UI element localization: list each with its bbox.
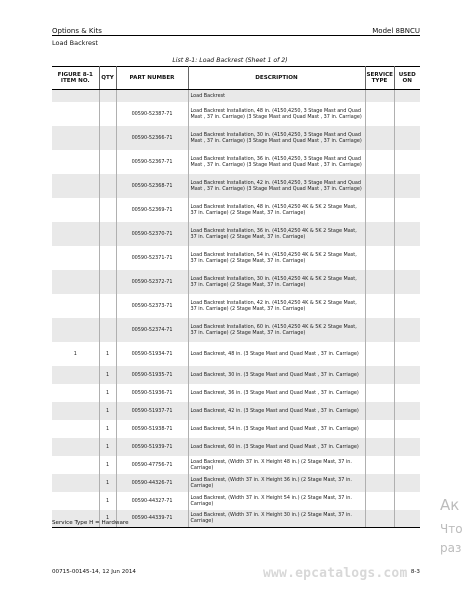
table-row bbox=[52, 222, 420, 246]
service-type-cell bbox=[365, 246, 394, 270]
table-row bbox=[52, 102, 420, 126]
col-figure-item: FIGURE 8-1 ITEM NO. bbox=[52, 67, 99, 90]
table-row bbox=[52, 492, 420, 510]
part-number-cell: 00590-52370-71 bbox=[116, 222, 188, 246]
part-number-cell: 00590-52374-71 bbox=[116, 318, 188, 342]
qty-cell: 1 bbox=[99, 456, 116, 474]
table-row bbox=[52, 174, 420, 198]
item-number-cell bbox=[52, 474, 99, 492]
part-number-cell: 00590-52373-71 bbox=[116, 294, 188, 318]
part-number-cell: 00590-44327-71 bbox=[116, 492, 188, 510]
description-cell: Load Backrest, 60 in. (3 Stage Mast and Quad Mast , 37 in. Carriage) bbox=[188, 438, 365, 456]
used-on-cell bbox=[394, 150, 420, 174]
service-type-cell bbox=[365, 150, 394, 174]
table-row bbox=[52, 270, 420, 294]
used-on-cell bbox=[394, 456, 420, 474]
description-cell: Load Backrest, 42 in. (3 Stage Mast and Quad Mast , 37 in. Carriage) bbox=[188, 402, 365, 420]
qty-cell: 1 bbox=[99, 384, 116, 402]
item-number-cell bbox=[52, 402, 99, 420]
qty-cell bbox=[99, 246, 116, 270]
parts-table-body bbox=[52, 90, 420, 528]
service-type-cell bbox=[365, 270, 394, 294]
part-number-cell: 00590-52372-71 bbox=[116, 270, 188, 294]
part-number-cell: 00590-52369-71 bbox=[116, 198, 188, 222]
document-id: 00715-00145-14, 12 Jun 2014 bbox=[52, 569, 136, 575]
qty-cell bbox=[99, 222, 116, 246]
part-number-cell: 00590-51934-71 bbox=[116, 342, 188, 366]
table-row bbox=[52, 474, 420, 492]
description-cell: Load Backrest, (Width 37 in. X Height 54 in.) (2 Stage Mast, 37 in. Carriage) bbox=[188, 492, 365, 510]
part-number-cell: 00590-51938-71 bbox=[116, 420, 188, 438]
item-number-cell bbox=[52, 270, 99, 294]
item-number-cell bbox=[52, 438, 99, 456]
service-type-cell bbox=[365, 366, 394, 384]
watermark-url: www.epcatalogs.com bbox=[263, 566, 408, 581]
description-cell: Load Backrest, 48 in. (3 Stage Mast and Quad Mast , 37 in. Carriage) bbox=[188, 342, 365, 366]
description-cell: Load Backrest Installation, 42 in. (4150,4250 4K & 5K 2 Stage Mast, 37 in. Carriage) (2 Stage Mast, 37 in. Carriage) bbox=[188, 294, 365, 318]
item-number-cell bbox=[52, 384, 99, 402]
description-cell: Load Backrest Installation, 54 in. (4150,4250 4K & 5K 2 Stage Mast, 37 in. Carriage) (2 Stage Mast, 37 in. Carriage) bbox=[188, 246, 365, 270]
qty-cell bbox=[99, 270, 116, 294]
used-on-cell bbox=[394, 342, 420, 366]
service-type-cell bbox=[365, 456, 394, 474]
parts-table bbox=[52, 66, 420, 528]
qty-cell: 1 bbox=[99, 402, 116, 420]
service-type-cell bbox=[365, 384, 394, 402]
description-cell: Load Backrest, (Width 37 in. X Height 36 in.) (2 Stage Mast, 37 in. Carriage) bbox=[188, 474, 365, 492]
qty-cell bbox=[99, 126, 116, 150]
watermark-side-text: Что bbox=[440, 522, 463, 536]
service-type-cell bbox=[365, 474, 394, 492]
used-on-cell bbox=[394, 294, 420, 318]
service-type-cell bbox=[365, 126, 394, 150]
service-type-cell bbox=[365, 438, 394, 456]
service-type-cell bbox=[365, 174, 394, 198]
table-row bbox=[52, 150, 420, 174]
description-cell: Load Backrest Installation, 48 in. (4150,4250 4K & 5K 2 Stage Mast, 37 in. Carriage) (2 Stage Mast, 37 in. Carriage) bbox=[188, 198, 365, 222]
col-service-type: SERVICE TYPE bbox=[365, 67, 394, 90]
qty-cell: 1 bbox=[99, 438, 116, 456]
table-row bbox=[52, 402, 420, 420]
service-type-cell bbox=[365, 222, 394, 246]
part-number-cell: 00590-52366-71 bbox=[116, 126, 188, 150]
table-row bbox=[52, 420, 420, 438]
service-type-cell bbox=[365, 510, 394, 528]
table-row bbox=[52, 456, 420, 474]
description-cell: Load Backrest Installation, 30 in. (4150,4250 4K & 5K 2 Stage Mast, 37 in. Carriage) (2 Stage Mast, 37 in. Carriage) bbox=[188, 270, 365, 294]
item-number-cell: 1 bbox=[52, 342, 99, 366]
qty-cell bbox=[99, 198, 116, 222]
qty-cell bbox=[99, 90, 116, 102]
qty-cell bbox=[99, 150, 116, 174]
part-number-cell bbox=[116, 90, 188, 102]
part-number-cell: 00590-51937-71 bbox=[116, 402, 188, 420]
part-number-cell: 00590-51936-71 bbox=[116, 384, 188, 402]
used-on-cell bbox=[394, 402, 420, 420]
item-number-cell bbox=[52, 492, 99, 510]
item-number-cell bbox=[52, 174, 99, 198]
section-title: Options & Kits bbox=[52, 27, 102, 35]
table-row bbox=[52, 294, 420, 318]
part-number-cell: 00590-44339-71 bbox=[116, 510, 188, 528]
description-cell: Load Backrest, (Width 37 in. X Height 48 in.) (2 Stage Mast, 37 in. Carriage) bbox=[188, 456, 365, 474]
used-on-cell bbox=[394, 510, 420, 528]
part-number-cell: 00590-47756-71 bbox=[116, 456, 188, 474]
used-on-cell bbox=[394, 384, 420, 402]
used-on-cell bbox=[394, 366, 420, 384]
used-on-cell bbox=[394, 198, 420, 222]
service-type-cell bbox=[365, 294, 394, 318]
qty-cell bbox=[99, 318, 116, 342]
description-cell: Load Backrest, 30 in. (3 Stage Mast and Quad Mast , 37 in. Carriage) bbox=[188, 366, 365, 384]
table-row bbox=[52, 384, 420, 402]
qty-cell: 1 bbox=[99, 366, 116, 384]
part-number-cell: 00590-52371-71 bbox=[116, 246, 188, 270]
qty-cell: 1 bbox=[99, 420, 116, 438]
description-cell: Load Backrest, 36 in. (3 Stage Mast and Quad Mast , 37 in. Carriage) bbox=[188, 384, 365, 402]
description-cell: Load Backrest Installation, 60 in. (4150,4250 4K & 5K 2 Stage Mast, 37 in. Carriage) (2 Stage Mast, 37 in. Carriage) bbox=[188, 318, 365, 342]
description-cell: Load Backrest, 54 in. (3 Stage Mast and Quad Mast , 37 in. Carriage) bbox=[188, 420, 365, 438]
item-number-cell bbox=[52, 102, 99, 126]
item-number-cell bbox=[52, 420, 99, 438]
col-description: DESCRIPTION bbox=[188, 67, 365, 90]
table-row bbox=[52, 342, 420, 366]
watermark-side-text: раз bbox=[440, 541, 462, 555]
item-number-cell bbox=[52, 222, 99, 246]
col-qty: QTY bbox=[99, 67, 116, 90]
used-on-cell bbox=[394, 318, 420, 342]
item-number-cell bbox=[52, 198, 99, 222]
service-type-cell bbox=[365, 402, 394, 420]
item-number-cell bbox=[52, 318, 99, 342]
table-row bbox=[52, 198, 420, 222]
item-number-cell bbox=[52, 246, 99, 270]
table-row bbox=[52, 126, 420, 150]
item-number-cell bbox=[52, 294, 99, 318]
qty-cell bbox=[99, 174, 116, 198]
used-on-cell bbox=[394, 420, 420, 438]
service-type-cell bbox=[365, 492, 394, 510]
subsection-title: Load Backrest bbox=[52, 39, 98, 47]
qty-cell: 1 bbox=[99, 510, 116, 528]
used-on-cell bbox=[394, 474, 420, 492]
page-number: 8-3 bbox=[410, 569, 420, 575]
service-type-cell bbox=[365, 420, 394, 438]
qty-cell: 1 bbox=[99, 342, 116, 366]
service-type-cell bbox=[365, 90, 394, 102]
part-number-cell: 00590-52368-71 bbox=[116, 174, 188, 198]
table-row bbox=[52, 90, 420, 102]
part-number-cell: 00590-52387-71 bbox=[116, 102, 188, 126]
description-cell: Load Backrest Installation, 48 in. (4150,4250, 3 Stage Mast and Quad Mast , 37 in. Carriage) (3 Stage Mast and Quad Mast , 37 in. Carriage) bbox=[188, 102, 365, 126]
model-label: Model 8BNCU bbox=[372, 27, 420, 35]
service-type-cell bbox=[365, 342, 394, 366]
table-row bbox=[52, 366, 420, 384]
description-cell: Load Backrest, (Width 37 in. X Height 30 in.) (2 Stage Mast, 37 in. Carriage) bbox=[188, 510, 365, 528]
col-part-number: PART NUMBER bbox=[116, 67, 188, 90]
qty-cell: 1 bbox=[99, 474, 116, 492]
description-cell: Load Backrest Installation, 42 in. (4150,4250, 3 Stage Mast and Quad Mast , 37 in. Carriage) (3 Stage Mast and Quad Mast , 37 in. Carriage) bbox=[188, 174, 365, 198]
header-rule bbox=[52, 35, 420, 36]
qty-cell bbox=[99, 102, 116, 126]
table-row bbox=[52, 246, 420, 270]
used-on-cell bbox=[394, 102, 420, 126]
table-header-row bbox=[52, 67, 420, 90]
qty-cell bbox=[99, 294, 116, 318]
used-on-cell bbox=[394, 438, 420, 456]
service-type-note: Service Type H = Hardware bbox=[52, 520, 129, 526]
col-used-on: USED ON bbox=[394, 67, 420, 90]
item-number-cell bbox=[52, 150, 99, 174]
description-cell: Load Backrest bbox=[188, 90, 365, 102]
service-type-cell bbox=[365, 318, 394, 342]
item-number-cell bbox=[52, 126, 99, 150]
part-number-cell: 00590-51935-71 bbox=[116, 366, 188, 384]
item-number-cell bbox=[52, 456, 99, 474]
watermark-side-text: Ак bbox=[440, 496, 460, 514]
item-number-cell bbox=[52, 366, 99, 384]
service-type-cell bbox=[365, 102, 394, 126]
description-cell: Load Backrest Installation, 36 in. (4150,4250, 3 Stage Mast and Quad Mast , 37 in. Carriage) (3 Stage Mast and Quad Mast , 37 in. Carriage) bbox=[188, 150, 365, 174]
used-on-cell bbox=[394, 126, 420, 150]
used-on-cell bbox=[394, 174, 420, 198]
used-on-cell bbox=[394, 90, 420, 102]
service-type-cell bbox=[365, 198, 394, 222]
table-row bbox=[52, 438, 420, 456]
list-title: List 8-1: Load Backrest (Sheet 1 of 2) bbox=[172, 57, 288, 64]
used-on-cell bbox=[394, 270, 420, 294]
part-number-cell: 00590-52367-71 bbox=[116, 150, 188, 174]
used-on-cell bbox=[394, 246, 420, 270]
part-number-cell: 00590-44326-71 bbox=[116, 474, 188, 492]
description-cell: Load Backrest Installation, 30 in. (4150,4250, 3 Stage Mast and Quad Mast , 37 in. Carriage) (3 Stage Mast and Quad Mast , 37 in. Carriage) bbox=[188, 126, 365, 150]
used-on-cell bbox=[394, 222, 420, 246]
description-cell: Load Backrest Installation, 36 in. (4150,4250 4K & 5K 2 Stage Mast, 37 in. Carriage) (2 Stage Mast, 37 in. Carriage) bbox=[188, 222, 365, 246]
used-on-cell bbox=[394, 492, 420, 510]
item-number-cell bbox=[52, 90, 99, 102]
table-row bbox=[52, 318, 420, 342]
part-number-cell: 00590-51939-71 bbox=[116, 438, 188, 456]
qty-cell: 1 bbox=[99, 492, 116, 510]
